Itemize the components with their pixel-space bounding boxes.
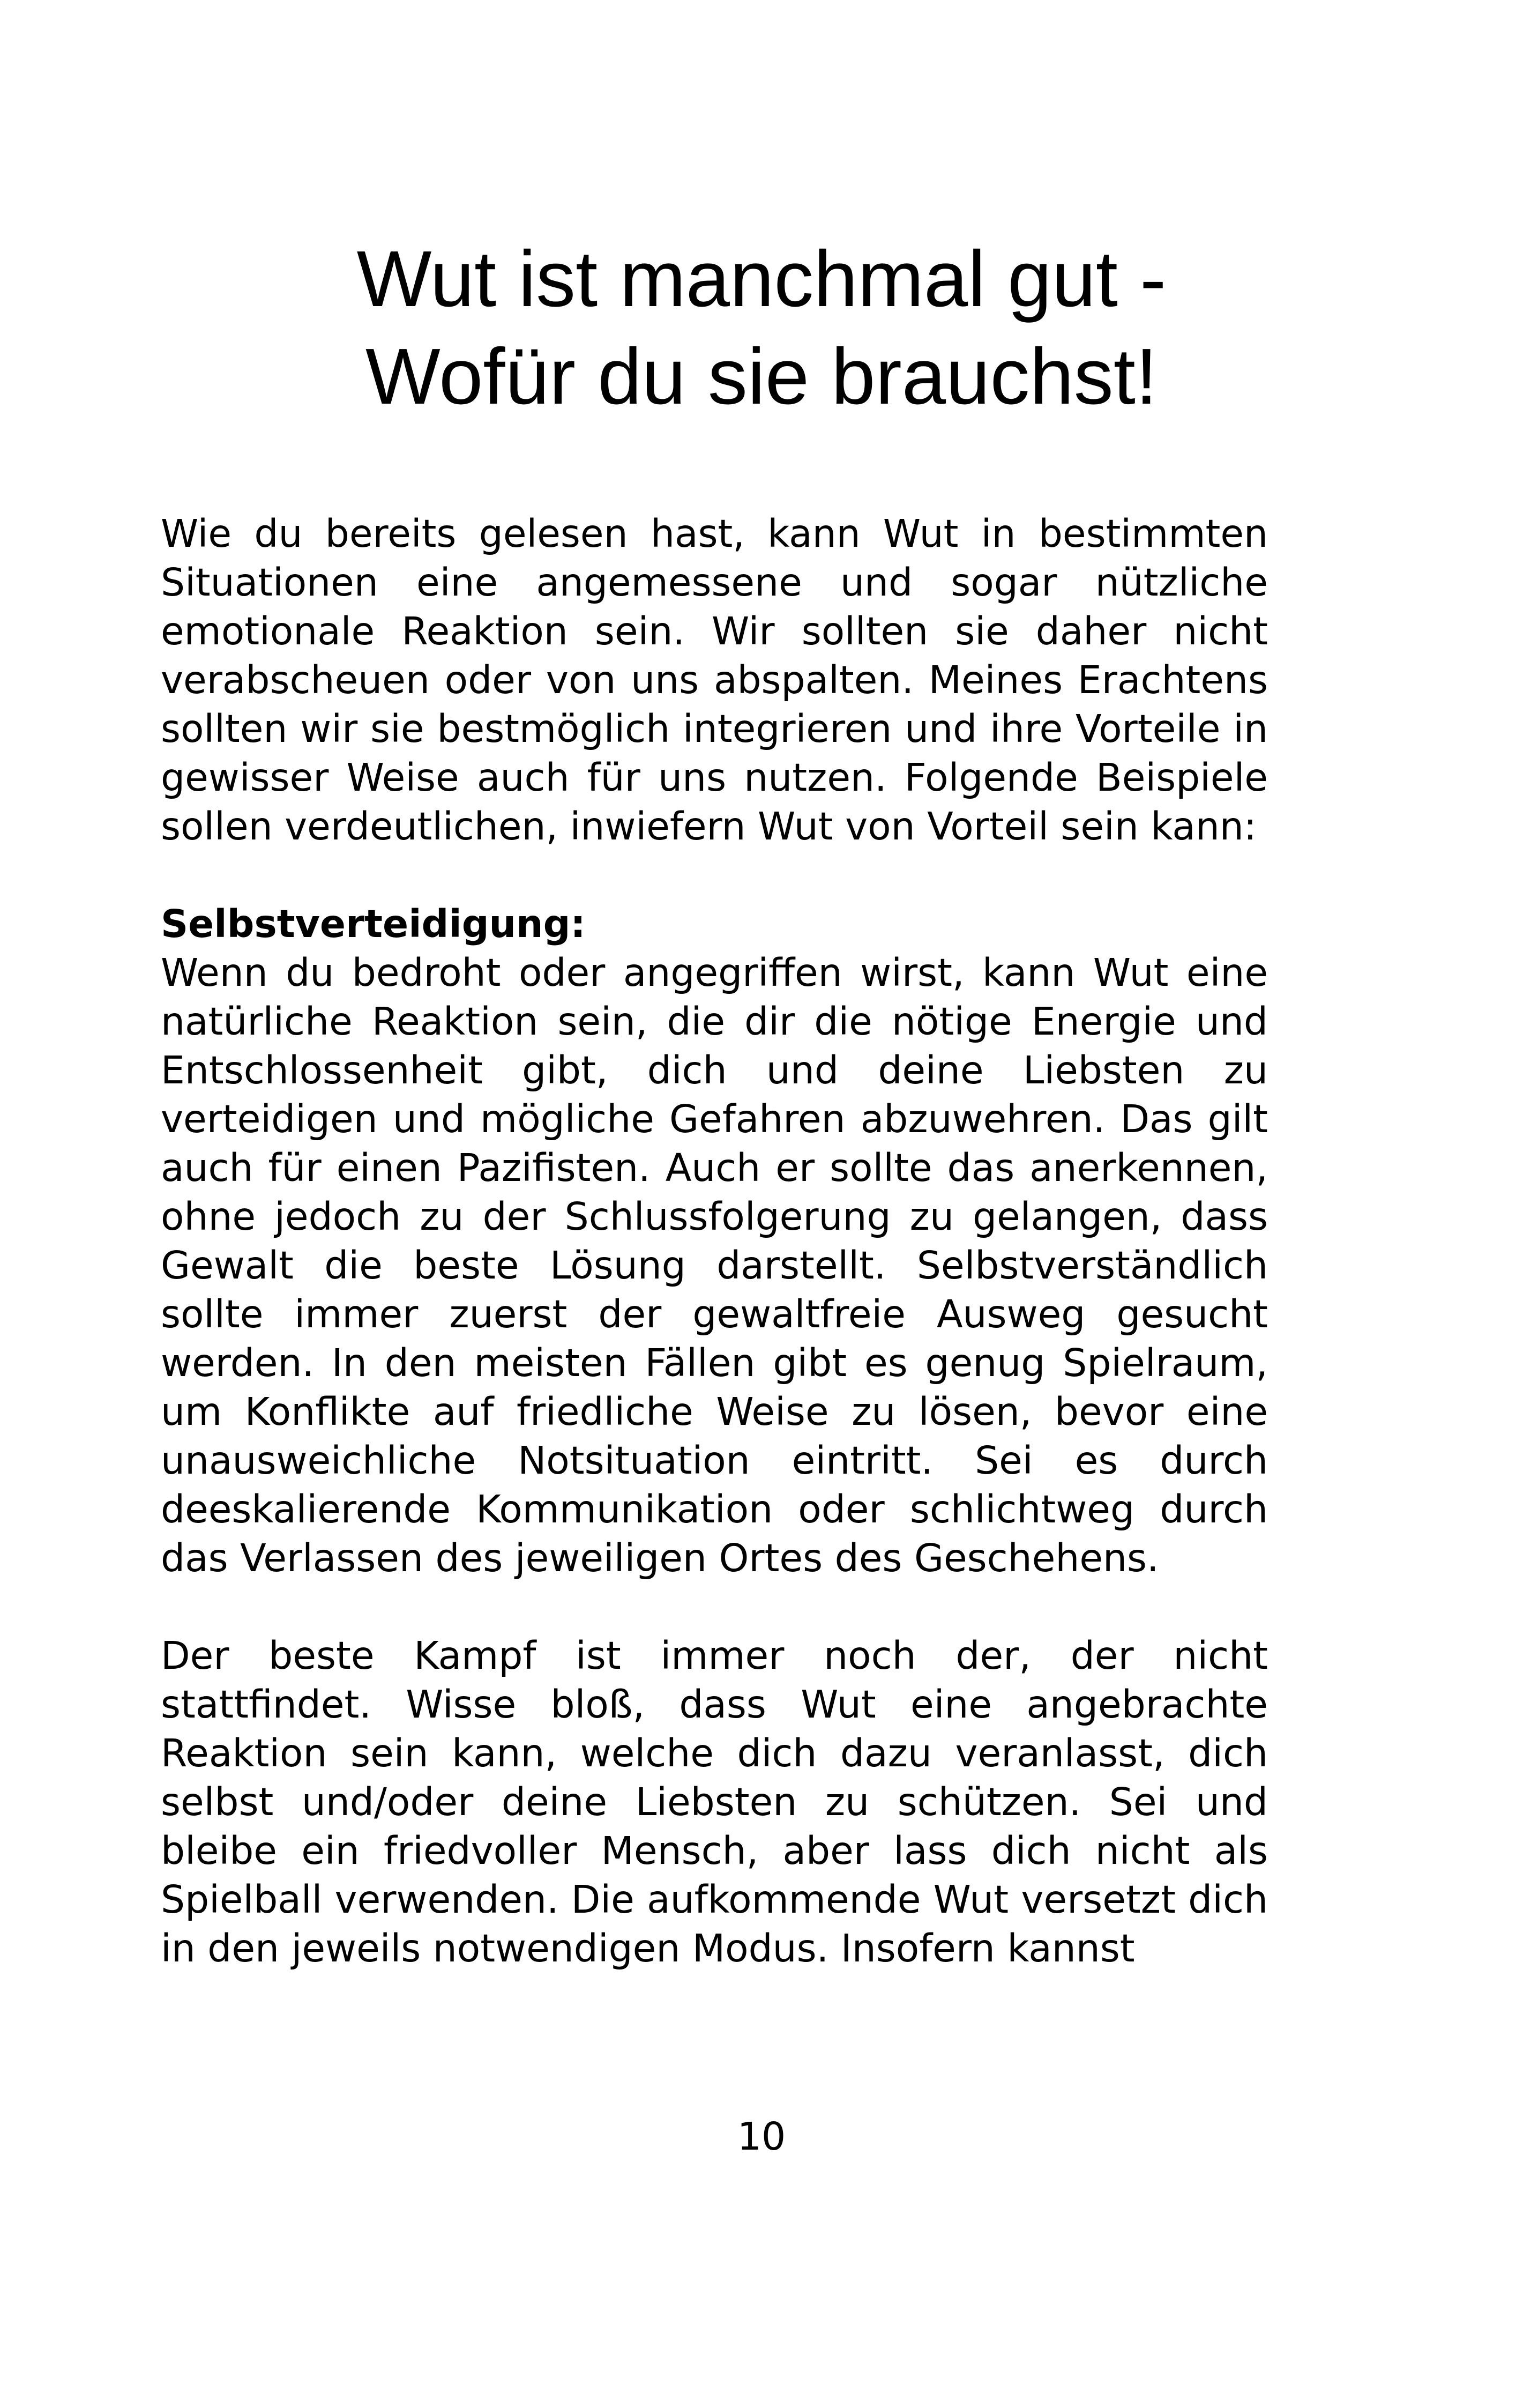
chapter-title bbox=[161, 231, 1362, 426]
closing-paragraph: Der beste Kampf ist immer noch der, der nicht stattfindet. Wisse bloß, dass Wut eine angebrachte Reaktion sein kann, welche dich dazu veranlasst, dich selbst und/oder deine Liebsten zu schützen. Sei und bleibe ein friedvoller Mensch, aber lass dich nicht als Spielball verwenden. Die aufkommende Wut versetzt dich in den jeweils notwendigen Modus. Insofern kannst bbox=[161, 1633, 1268, 1971]
chapter-title-line-2: Wofür du sie brauchst! bbox=[365, 332, 1158, 421]
chapter-title-line-1: Wut ist manchmal gut - bbox=[356, 235, 1167, 323]
page-number: 10 bbox=[737, 2114, 786, 2159]
intro-paragraph: Wie du bereits gelesen hast, kann Wut in bestimmten Situationen eine angemessene und sogar nützliche emotionale Reaktion sein. Wir sollten sie daher nicht verabscheuen oder von uns abspalten. Meines Erachtens sollten wir sie bestmöglich integrieren und ihre Vorteile in gewisser Weise auch für uns nutzen. Folgende Beispiele sollen verdeutlichen, inwiefern Wut von Vorteil sein kann: bbox=[161, 511, 1268, 849]
page-body bbox=[161, 509, 1268, 1973]
section-heading: Selbstverteidigung: bbox=[161, 902, 586, 946]
section-paragraph: Wenn du bedroht oder angegriffen wirst, kann Wut eine natürliche Reaktion sein, die dir die nötige Energie und Entschlossenheit gibt, dich und deine Liebsten zu verteidigen und mögliche Gefahren abzuwehren. Das gilt auch für einen Pazifisten. Auch er sollte das anerkennen, ohne jedoch zu der Schlussfolgerung zu gelangen, dass Gewalt die beste Lösung darstellt. Selbstverständlich sollte immer zuerst der gewaltfreie Ausweg gesucht werden. In den meisten Fällen gibt es genug Spielraum, um Konflikte auf friedliche Weise zu lösen, bevor eine unausweichliche Notsituation eintritt. Sei es durch deeskalierende Kommunikation oder schlichtweg durch das Verlassen des jeweiligen Ortes des Geschehens. bbox=[161, 950, 1268, 1580]
